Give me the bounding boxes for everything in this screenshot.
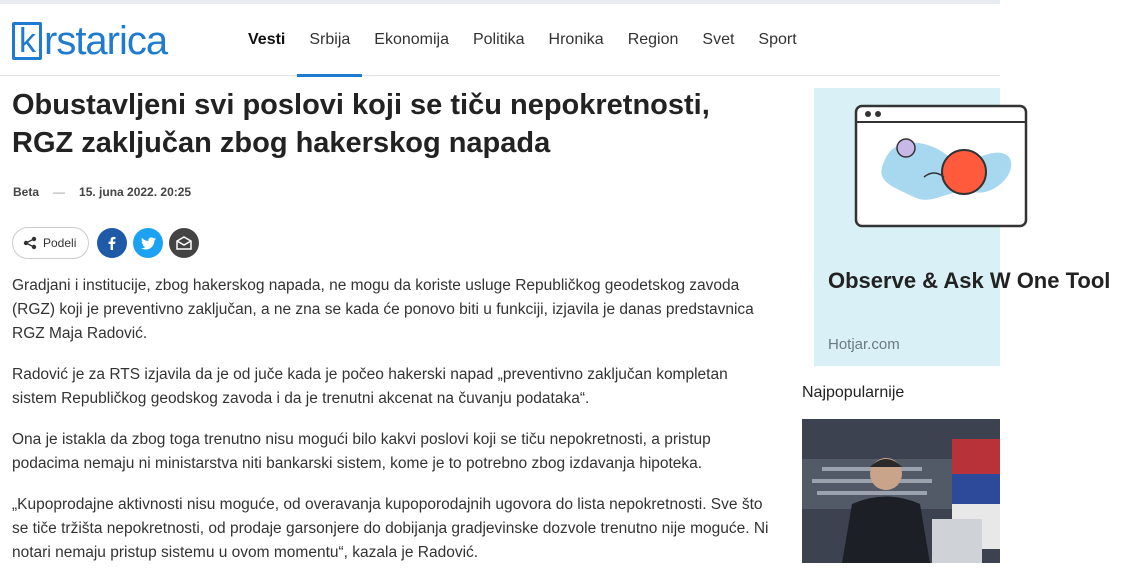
facebook-share-button[interactable] (97, 228, 127, 258)
logo-text: rstarica (44, 19, 168, 63)
sidebar-ad[interactable] (814, 88, 1111, 366)
share-icon (23, 236, 37, 250)
article-paragraph: Radović je za RTS izjavila da je od juče kada je počeo hakerski napad „preventivno zaključan kompletan sistem Republičkog geodskog zavoda i da je trenutni akcenat na čuvanju podataka“. (12, 366, 728, 407)
article-paragraph: Gradjani i institucije, zbog hakerskog napada, ne mogu da koriste usluge Republičkog geodetskog zavoda (RGZ) koji je preventivno zaključan, a ne zna se kada će ponovo biti u funkciji, izjavila je danas predstavnica RGZ Maja Radović. (12, 277, 754, 342)
twitter-share-button[interactable] (133, 228, 163, 258)
meta-dash: — (53, 185, 66, 199)
nav-politika[interactable]: Politika (472, 31, 525, 48)
popular-article-image[interactable] (802, 419, 1000, 563)
email-share-button[interactable] (169, 228, 199, 258)
facebook-icon (105, 236, 119, 250)
article-paragraph: Ona je istakla da zbog toga trenutno nisu mogući bilo kakvi poslovi koji se tiču nepokretnosti, a pristup podacima nemaju ni ministarstva niti bankarski sistem, kome je to potrebno zbog izdavanja hipoteka. (12, 431, 711, 472)
article-meta (13, 185, 191, 199)
press-photo (802, 419, 1000, 563)
logo-mark: k (12, 22, 42, 60)
nav-hronika[interactable]: Hronika (548, 31, 604, 48)
article-source[interactable]: Beta (13, 185, 40, 199)
ad-headline[interactable]: Observe & Ask W One Tool (828, 268, 1111, 293)
article-paragraph: „Kupoprodajne aktivnosti nisu moguće, od overavanja kupoporodajnih ugovora do lista nepokretnosti. Sve što se tiče tržišta nepokretnosti, od prodaje garsonjere do dobijanja gradjevinske dozvole trenutno nije moguće. Ni notari nemaju pristup sistemu u ovom momentu“, kazala je Radović. (12, 496, 769, 561)
site-logo[interactable] (12, 18, 192, 64)
envelope-icon (176, 236, 192, 250)
nav-sport[interactable]: Sport (758, 31, 797, 48)
site-header (0, 4, 1000, 76)
popular-heading: Najpopularnije (802, 384, 905, 401)
twitter-icon (141, 237, 156, 250)
main-nav (236, 4, 809, 76)
ad-link[interactable]: Hotjar.com (828, 336, 900, 353)
share-label: Podeli (43, 236, 77, 250)
nav-srbija[interactable]: Srbija (297, 4, 362, 76)
nav-region[interactable]: Region (627, 31, 679, 48)
ad-illustration (854, 102, 1014, 232)
article-date: 15. juna 2022. 20:25 (79, 185, 192, 199)
article-title: Obustavljeni svi poslovi koji se tiču nepokretnosti, RGZ zaključan zbog hakerskog napada (12, 89, 710, 159)
article-body (12, 274, 772, 582)
nav-vesti[interactable]: Vesti (248, 31, 286, 48)
share-bar (12, 227, 205, 259)
share-button[interactable] (12, 227, 89, 259)
nav-svet[interactable]: Svet (702, 31, 735, 48)
nav-ekonomija[interactable]: Ekonomija (374, 31, 449, 48)
